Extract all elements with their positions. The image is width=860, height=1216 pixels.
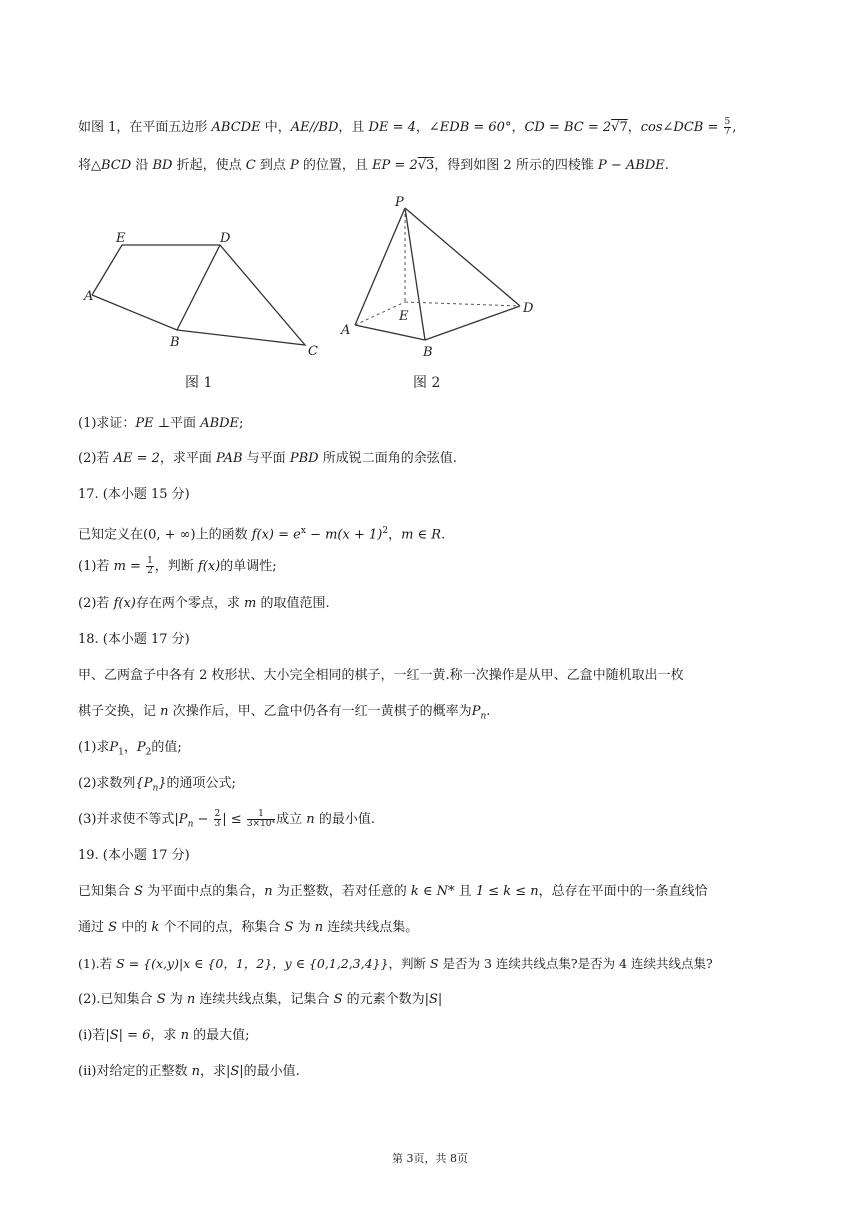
p18-q2 <box>78 774 790 799</box>
math: DE = 4 <box>368 120 416 135</box>
math: √3 <box>417 158 435 173</box>
diagonal-bd <box>177 245 220 330</box>
text: 所成锐二面角的余弦值. <box>322 451 457 466</box>
p19-q2 <box>78 990 790 1010</box>
text: (1)求 <box>78 740 110 755</box>
p16-line1: 如图 1，在平面五边形 ABCDE 中，AE//BD，且 DE = 4，∠EDB = 60°，CD = BC = 2√7，cos∠DCB = $\frac{5}{7}$ , <box>78 117 737 137</box>
text: 次操作后，甲、乙盒中仍各有一红一黄棋子的概率为 <box>172 704 472 719</box>
label-a: A <box>341 323 351 338</box>
fraction <box>214 810 222 829</box>
text: (1)求证： <box>78 416 136 431</box>
math: S <box>429 956 439 971</box>
p18-q1 <box>78 738 790 763</box>
text: 为平面中点的集合， <box>147 884 265 899</box>
text: 的最小值. <box>318 812 375 827</box>
math: P − ABDE <box>597 158 665 173</box>
math: P <box>290 158 299 173</box>
math: − <box>193 812 209 827</box>
p18-header: 18. (本小题 17 分) <box>78 632 190 647</box>
math: △BCD <box>91 158 132 173</box>
math: PBD <box>289 451 319 466</box>
text: ，求 <box>150 1028 177 1043</box>
p17-q2 <box>78 594 790 614</box>
math: f(x) <box>197 559 221 574</box>
text: 的最大值; <box>193 1028 250 1043</box>
label-d: D <box>523 301 534 316</box>
edge-bd <box>425 306 520 340</box>
fraction <box>247 810 275 829</box>
math: |S| = 6 <box>105 1028 151 1043</box>
text: (ⅰ)若 <box>78 1028 106 1043</box>
frac-den: 3×10⁴ <box>246 819 276 829</box>
frac-num: 1 <box>247 810 275 820</box>
text: 连续共线点集。 <box>327 920 419 935</box>
p16-line2 <box>78 156 790 176</box>
math: k ∈ N* <box>410 884 455 899</box>
p17-stem <box>78 521 790 545</box>
math: n <box>314 920 324 935</box>
frac-num: 1 <box>147 556 153 566</box>
text: ， <box>123 740 137 755</box>
text: ，总存在平面中的一条直线恰 <box>538 884 708 899</box>
text: ， <box>511 120 525 135</box>
label-e: E <box>116 231 126 246</box>
text: ，得到如图 2 所示的四棱锥 <box>434 158 594 173</box>
label-p: P <box>395 195 404 210</box>
math: |P <box>174 812 188 827</box>
caption-fig1: 图 1 <box>185 375 213 391</box>
frac-den: 7 <box>724 127 731 137</box>
p16-q1 <box>78 414 790 434</box>
frac-num: 5 <box>724 117 731 127</box>
text: 连续共线点集，记集合 <box>199 992 330 1007</box>
math: AE//BD <box>290 120 339 135</box>
text: ，且 <box>338 120 365 135</box>
p17-header: 17. (本小题 15 分) <box>78 487 190 502</box>
math: x <box>300 526 306 536</box>
math: ∠EDB = 60° <box>428 120 512 135</box>
p19-stem2 <box>78 918 790 938</box>
text: 通过 <box>78 920 105 935</box>
label-b: B <box>423 345 433 360</box>
text: (2)若 <box>78 451 110 466</box>
text: ，判断 <box>388 956 426 971</box>
text: 如图 1，在平面五边形 <box>78 120 208 135</box>
math: |S| <box>226 1064 244 1079</box>
math: n <box>191 1064 200 1079</box>
text: 的最小值. <box>243 1064 300 1079</box>
text: . <box>441 527 446 543</box>
text: 的取值范围. <box>260 596 330 611</box>
math: ABCDE <box>211 120 261 135</box>
p19-stem1 <box>78 882 790 902</box>
math: EP = 2 <box>372 158 418 173</box>
text: 中， <box>264 120 291 135</box>
text: 成立 <box>276 812 303 827</box>
text: 的值; <box>151 740 182 755</box>
edge-ae-hidden <box>355 302 405 325</box>
text: (3)并求使不等式 <box>78 812 175 827</box>
math: CD = BC = 2 <box>524 120 612 135</box>
text: ，求平面 <box>159 451 212 466</box>
text: (2).已知集合 <box>78 992 153 1007</box>
math: n <box>480 711 487 722</box>
edge-ed-hidden <box>405 302 520 306</box>
math: 2 <box>382 526 389 536</box>
text: ，求 <box>199 1064 226 1079</box>
text: 为正整数，若对任意的 <box>276 884 407 899</box>
text: 的单调性; <box>220 559 277 574</box>
text: (1)若 <box>78 559 110 574</box>
math: m ∈ R <box>401 527 442 543</box>
math: C <box>245 158 256 173</box>
pentagon-outline <box>92 245 305 345</box>
edge-pa <box>355 208 405 325</box>
math: P <box>109 740 119 755</box>
text: 的元素个数为 <box>346 992 425 1007</box>
math: PE ⊥ <box>135 416 171 431</box>
math: 2 <box>145 747 152 758</box>
math: n <box>186 992 196 1007</box>
p18-q3 <box>78 810 790 835</box>
math: n <box>306 812 315 827</box>
caption-fig2: 图 2 <box>413 375 441 391</box>
edge-pd <box>405 208 520 306</box>
label-a: A <box>84 289 94 304</box>
math: f(x) = e <box>251 527 301 543</box>
math: S <box>108 920 118 935</box>
text: (2)求数列 <box>78 776 136 791</box>
figure-1-pentagon <box>80 190 330 400</box>
text: . <box>486 704 491 719</box>
text: 中的 <box>121 920 148 935</box>
math: | ≤ <box>222 812 242 827</box>
math: 1 ≤ k ≤ n <box>475 884 539 899</box>
math: S <box>156 992 166 1007</box>
math: S <box>333 992 343 1007</box>
math: m <box>244 596 257 611</box>
text: ; <box>239 416 244 431</box>
math: − m(x + 1) <box>305 527 383 543</box>
math: PAB <box>216 451 243 466</box>
text: 与平面 <box>246 451 286 466</box>
p17-q1 <box>78 557 790 577</box>
math: P <box>471 704 481 719</box>
math: ABDE <box>200 416 240 431</box>
math: n <box>160 704 169 719</box>
fraction <box>724 118 732 137</box>
text: 平面 <box>170 416 197 431</box>
text: ，判断 <box>154 559 194 574</box>
frac-num: 2 <box>214 809 221 819</box>
text: 到点 <box>259 158 286 173</box>
label-b: B <box>170 335 180 350</box>
text: 已知定义在 <box>78 527 144 543</box>
text: 的位置，且 <box>302 158 368 173</box>
text: 上的函数 <box>195 527 248 543</box>
math: n <box>264 884 273 899</box>
math: 1 <box>118 747 124 758</box>
text: 棋子交换，记 <box>78 704 157 719</box>
math: S <box>134 884 144 899</box>
text: 已知集合 <box>78 884 131 899</box>
p16-q2 <box>78 449 790 469</box>
text: 折起，使点 <box>176 158 242 173</box>
math: |S| <box>424 992 443 1007</box>
frac-den: 2 <box>147 566 153 576</box>
math: S <box>284 920 294 935</box>
frac-den: 3 <box>214 819 221 829</box>
math: m = <box>113 559 141 574</box>
math: cos∠DCB = <box>640 120 719 135</box>
math: k <box>151 920 160 935</box>
p19-q1 <box>78 954 790 974</box>
text: 将 <box>78 158 92 173</box>
figure-2-pyramid <box>335 190 555 400</box>
text: ， <box>388 527 402 543</box>
math: AE = 2 <box>113 451 160 466</box>
label-d: D <box>220 231 231 246</box>
p19-qii <box>78 1062 790 1082</box>
math: P <box>136 740 146 755</box>
p18-stem1: 甲、乙两盒子中各有 2 枚形状、大小完全相同的棋子，一红一黄.称一次操作是从甲、乙盒中随机取出一枚 <box>78 668 684 683</box>
text: (1).若 <box>78 956 113 971</box>
math: BD <box>152 158 173 173</box>
text: 沿 <box>135 158 149 173</box>
label-e: E <box>399 309 409 324</box>
text: ， <box>627 120 641 135</box>
math: f(x) <box>113 596 136 611</box>
text: 且 <box>458 884 472 899</box>
p19-header: 19. (本小题 17 分) <box>78 848 190 863</box>
text: 的通项公式; <box>166 776 236 791</box>
text: 存在两个零点，求 <box>135 596 240 611</box>
text: ， <box>415 120 429 135</box>
text: 为 <box>169 992 183 1007</box>
math: n <box>152 783 159 794</box>
math: S = {(x,y)|x ∈ {0，1，2}，y ∈ {0,1,2,3,4}} <box>116 956 389 971</box>
math: (0, + ∞) <box>143 527 196 543</box>
text: 为 <box>297 920 311 935</box>
fraction <box>146 557 154 576</box>
math: n <box>180 1028 189 1043</box>
text: 个不同的点，称集合 <box>163 920 281 935</box>
text: 是否为 3 连续共线点集?是否为 4 连续共线点集? <box>442 956 713 971</box>
text: (ⅱ)对给定的正整数 <box>78 1064 188 1079</box>
text: . <box>664 158 669 173</box>
label-c: C <box>308 344 318 359</box>
p18-stem2 <box>78 702 790 727</box>
p19-qi <box>78 1026 790 1046</box>
math: n <box>187 819 194 830</box>
text: (2)若 <box>78 596 110 611</box>
math: } <box>158 776 167 791</box>
math: √7 <box>611 120 628 135</box>
math: {P <box>135 776 153 791</box>
edge-ab <box>355 325 425 340</box>
page-footer: 第 3页，共 8页 <box>392 1152 468 1165</box>
